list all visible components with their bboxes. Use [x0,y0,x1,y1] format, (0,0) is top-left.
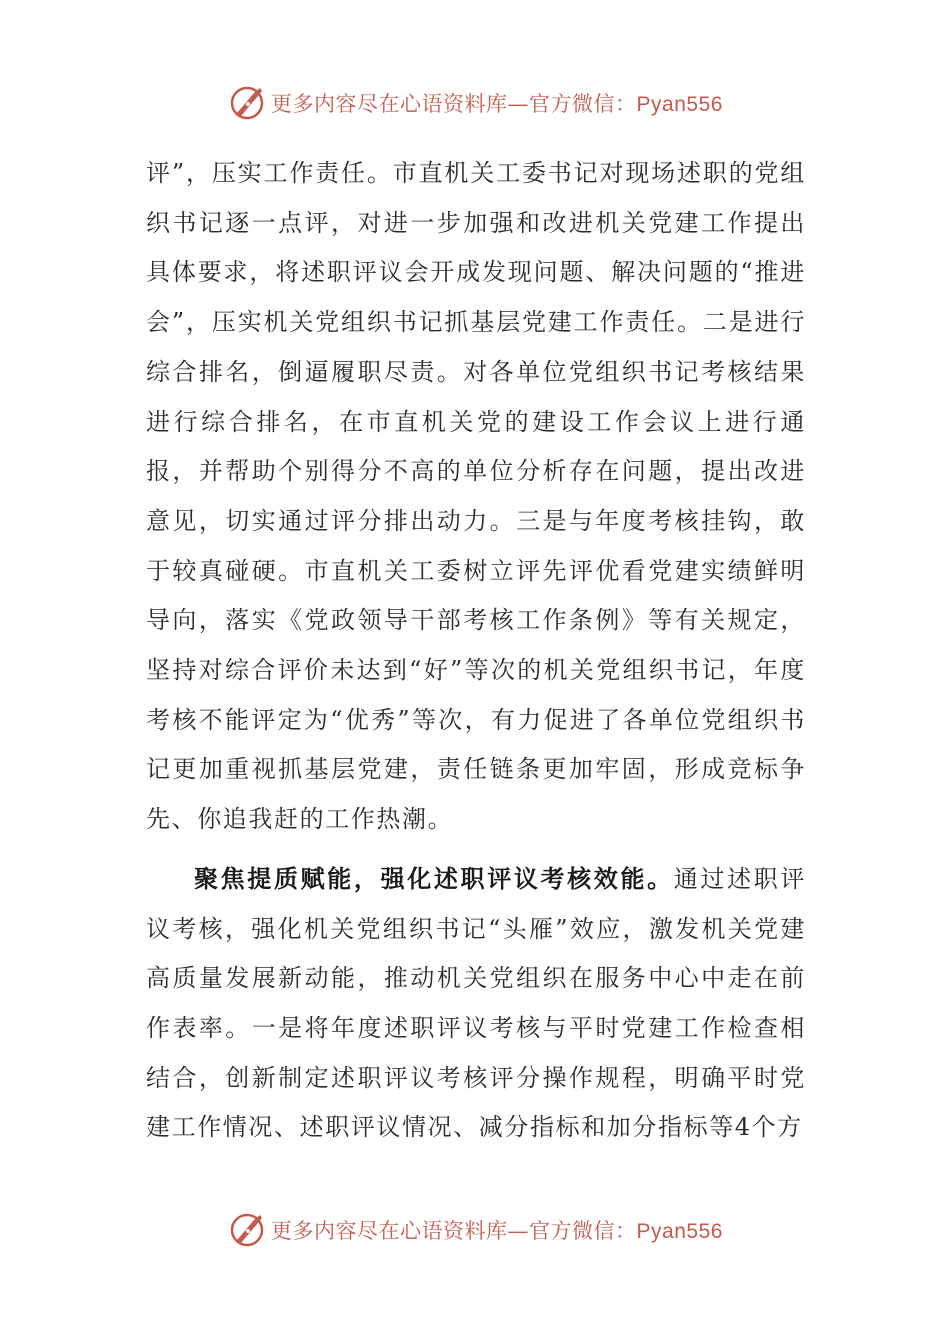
footer-banner-label: 更多内容尽在心语资料库—官方微信： [271,1219,637,1243]
header-banner [0,78,950,128]
paragraph-1-text: 评”，压实工作责任。市直机关工委书记对现场述职的党组织书记逐一点评，对进一步加强和改进机关党建工作提出具体要求，将述职评议会开成发现问题、解决问题的“推进会”，压实机关党组织书记抓基层党建工作责任。二是进行综合排名，倒逼履职尽责。对各单位党组织书记考核结果进行综合排名，在市直机关党的建设工作会议上进行通报，并帮助个别得分不高的单位分析存在问题，提出改进意见，切实通过评分排出动力。三是与年度考核挂钩，敢于较真碰硬。市直机关工委树立评先评优看党建实绩鲜明导向，落实《党政领导干部考核工作条例》等有关规定，坚持对综合评价未达到“好”等次的机关党组织书记，年度考核不能评定为“优秀”等次，有力促进了各单位党组织书记更加重视抓基层党建，责任链条更加牢固，形成竞标争先、你追我赶的工作热潮。 [146,159,806,834]
paragraph-2-lead: 聚焦提质赋能，强化述职评议考核效能。 [194,863,674,893]
paragraph-2-text: 通过述职评议考核，强化机关党组织书记“头雁”效应，激发机关党建高质量发展新动能，推动机关党组织在服务中心中走在前作表率。一是将年度述职评议考核与平时党建工作检查相结合，创新制定述职评议考核评分操作规程，明确平时党建工作情况、述职评议情况、减分指标和加分指标等4个方 [146,864,806,1142]
header-banner-label: 更多内容尽在心语资料库—官方微信： [271,92,637,116]
paragraph-2 [146,854,806,1153]
pen-nib-logo-icon [227,83,267,123]
pen-nib-logo-icon [227,1210,267,1250]
header-banner-text [271,88,723,118]
paragraph-1 [146,148,806,845]
header-wechat-id: Pyan556 [636,93,723,116]
footer-banner [0,1205,950,1255]
footer-wechat-id: Pyan556 [636,1220,723,1243]
footer-banner-text [271,1215,723,1245]
document-body [146,148,806,1153]
